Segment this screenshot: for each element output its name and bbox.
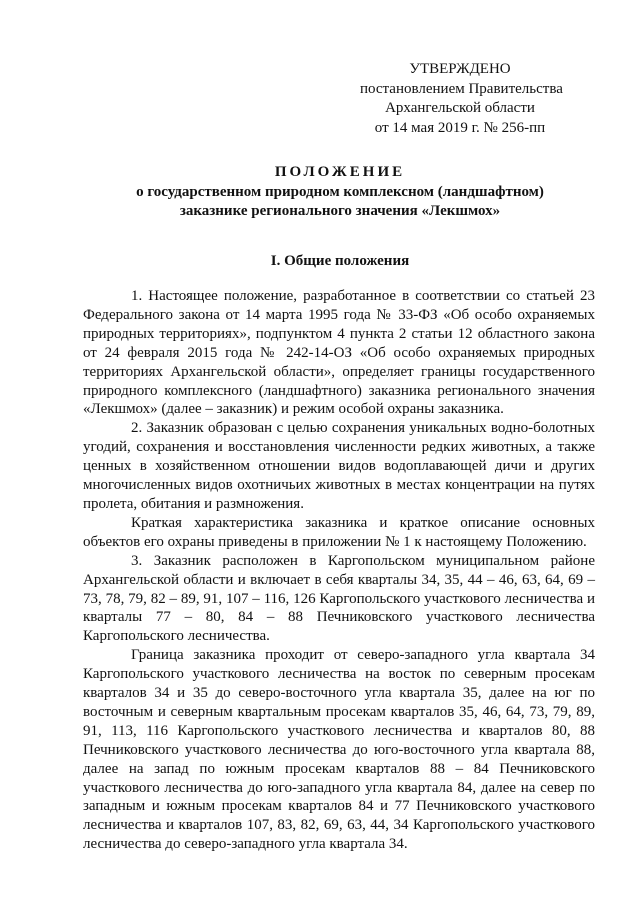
document-body (83, 287, 595, 854)
approval-region: Архангельской области (385, 100, 535, 116)
paragraph-2: 2. Заказник образован с целью сохранения уникальных водно-болотных угодий, сохранения и восстановления численности редких животных, а также ценных в хозяйственном отношении видов водоплавающей дичи и других многочисленных видов охотничьих животных в местах концентрации на путях пролета, обитания и размножения. (83, 420, 595, 512)
paragraph-3: Краткая характеристика заказника и краткое описание основных объектов его охраны приведены в приложении № 1 к настоящему Положению. (83, 514, 595, 550)
paragraph-4: 3. Заказник расположен в Каргопольском муниципальном районе Архангельской области и включает в себя кварталы 34, 35, 44 – 46, 63, 64, 69 – 73, 78, 79, 82 – 89, 91, 107 – 116, 126 Каргопольского участкового лесничества и кварталы 77 – 80, 84 – 88 Печниковского участкового лесничества Каргопольского лесничества. (83, 552, 595, 645)
document-title-line2: заказнике регионального значения «Лекшмох» (179, 203, 501, 219)
paragraph-5: Граница заказника проходит от северо-западного угла квартала 34 Каргопольского участкового лесничества на восток по северным просекам кварталов 34 и 35 до северо-восточного угла квартала 35, далее на юг по восточным и северным квартальным просекам кварталов 35, 46, 64, 73, 79, 89, 91, 113, 116 Каргопольского участкового лесничества и кварталов 80, 88 Печниковского участкового лесничества до юго-восточного угла квартала 88, далее на запад по южным просекам кварталов 88 – 84 Печниковского участкового лесничества до юго-западного угла квартала 84, далее на север по западным и южным просекам кварталов 84 и 77 Печниковского участкового лесничества и кварталов 107, 83, 82, 69, 63, 44, 34 Каргопольского участкового лесничества до северо-западного угла квартала 34. (83, 647, 595, 853)
document-title-line1: о государственном природном комплексном (ландшафтном) (136, 183, 544, 200)
paragraph-1: 1. Настоящее положение, разработанное в соответствии со статьей 23 Федерального закона от 14 марта 1995 года № 33-ФЗ «Об особо охраняемых природных территориях», подпунктом 4 пункта 2 статьи 12 областного закона от 24 февраля 2015 года № 242-14-ОЗ «Об особо охраняемых природных территориях Архангельской области», определяет границы государственного природного комплексного (ландшафтного) заказника регионального значения «Лекшмох» (далее – заказник) и режим особой охраны заказника. (83, 288, 595, 418)
approval-stamp (360, 60, 563, 138)
section-heading: I. Общие положения (270, 253, 410, 269)
document-title-main: ПОЛОЖЕНИЕ (274, 164, 406, 180)
document-title (80, 163, 600, 222)
approval-date: от 14 мая 2019 г. № 256-пп (374, 119, 546, 136)
approval-heading: УТВЕРЖДЕНО (409, 61, 511, 77)
approval-issuer: постановлением Правительства (360, 80, 563, 97)
